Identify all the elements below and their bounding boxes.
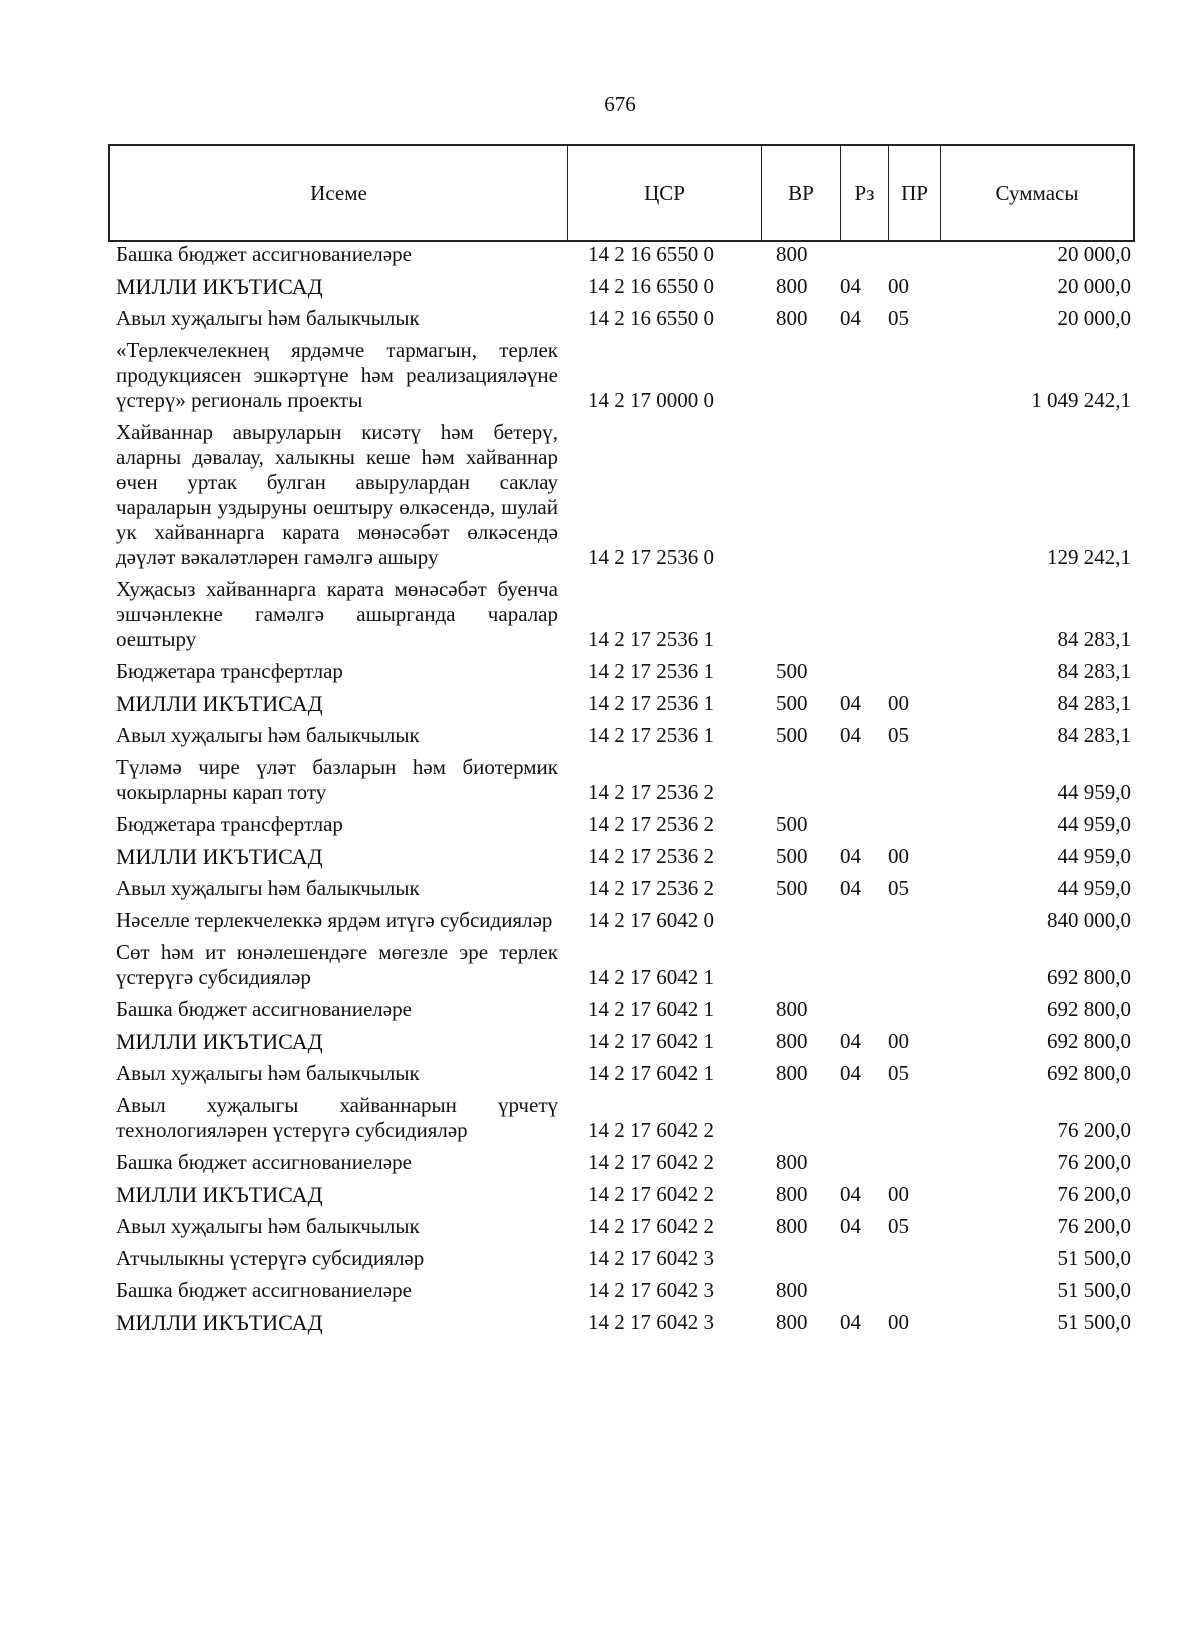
row-pr: 00: [888, 1182, 909, 1206]
row-name: Авыл хуҗалыгы хайваннарын үрчетү технологияләрен үстерүгә субсидияләр: [116, 1093, 558, 1142]
row-sum: 84 283,1: [1057, 659, 1131, 683]
row-pr: 05: [888, 723, 909, 747]
row-name: Авыл хуҗалыгы һәм балыкчылык: [116, 876, 420, 900]
row-name: Бюджетара трансфертлар: [116, 659, 343, 683]
row-pr: 00: [888, 1029, 909, 1053]
row-name: МИЛЛИ ИКЪТИСАД: [116, 1310, 323, 1335]
row-rz: 04: [840, 844, 861, 868]
row-pr: 00: [888, 691, 909, 715]
row-sum: 76 200,0: [1057, 1150, 1131, 1174]
row-sum: 44 959,0: [1057, 844, 1131, 868]
header-sum: Суммасы: [995, 180, 1079, 205]
row-name: МИЛЛИ ИКЪТИСАД: [116, 691, 323, 716]
row-csr: 14 2 17 6042 1: [588, 1061, 714, 1085]
row-name: Авыл хуҗалыгы һәм балыкчылык: [116, 723, 420, 747]
row-sum: 51 500,0: [1057, 1310, 1131, 1334]
row-csr: 14 2 17 6042 3: [588, 1310, 714, 1334]
row-csr: 14 2 17 6042 2: [588, 1150, 714, 1174]
row-csr: 14 2 17 6042 1: [588, 997, 714, 1021]
table-row: [116, 1150, 1131, 1182]
row-csr: 14 2 17 2536 2: [588, 876, 714, 900]
table-body: [116, 242, 1131, 1342]
row-pr: 00: [888, 844, 909, 868]
row-csr: 14 2 17 6042 0: [588, 908, 714, 932]
table-row: [116, 844, 1131, 876]
table-row: [116, 1246, 1131, 1278]
row-pr: 00: [888, 1310, 909, 1334]
row-csr: 14 2 17 0000 0: [588, 388, 714, 412]
row-csr: 14 2 17 2536 1: [588, 627, 714, 651]
row-rz: 04: [840, 1214, 861, 1238]
row-pr: 05: [888, 876, 909, 900]
row-vr: 800: [776, 306, 808, 330]
row-pr: 05: [888, 1061, 909, 1085]
table-row: [116, 876, 1131, 908]
header-name: Исеме: [110, 146, 568, 240]
row-rz: 04: [840, 691, 861, 715]
row-csr: 14 2 17 2536 2: [588, 844, 714, 868]
table-row: [116, 242, 1131, 274]
row-name: Авыл хуҗалыгы һәм балыкчылык: [116, 306, 420, 330]
row-sum: 84 283,1: [1057, 723, 1131, 747]
row-vr: 800: [776, 1310, 808, 1334]
row-rz: 04: [840, 274, 861, 298]
row-rz: 04: [840, 1029, 861, 1053]
row-sum: 692 800,0: [1047, 1061, 1131, 1085]
row-sum: 20 000,0: [1057, 306, 1131, 330]
table-row: [116, 420, 1131, 577]
row-csr: 14 2 17 6042 3: [588, 1278, 714, 1302]
row-vr: 800: [776, 1061, 808, 1085]
row-vr: 500: [776, 812, 808, 836]
row-name: МИЛЛИ ИКЪТИСАД: [116, 274, 323, 299]
table-row: [116, 338, 1131, 420]
row-rz: 04: [840, 876, 861, 900]
row-pr: 05: [888, 1214, 909, 1238]
row-name: «Терлекчелекнең ярдәмче тармагын, терлек продукциясен эшкәртүне һәм реализацияләүне үстерү» региональ проекты: [116, 338, 558, 412]
row-csr: 14 2 16 6550 0: [588, 274, 714, 298]
row-csr: 14 2 17 6042 2: [588, 1118, 714, 1142]
row-csr: 14 2 17 2536 2: [588, 780, 714, 804]
header-pr: ПР: [889, 146, 941, 240]
row-sum: 76 200,0: [1057, 1118, 1131, 1142]
table-row: [116, 306, 1131, 338]
row-name: Нәселле терлекчелеккә ярдәм итүгә субсидияләр: [116, 908, 553, 932]
row-rz: 04: [840, 723, 861, 747]
row-name: Башка бюджет ассигнованиеләре: [116, 997, 412, 1021]
row-vr: 500: [776, 844, 808, 868]
row-csr: 14 2 17 6042 1: [588, 1029, 714, 1053]
row-vr: 800: [776, 1278, 808, 1302]
row-vr: 800: [776, 997, 808, 1021]
row-csr: 14 2 17 2536 2: [588, 812, 714, 836]
row-name: Авыл хуҗалыгы һәм балыкчылык: [116, 1214, 420, 1238]
row-vr: 800: [776, 1029, 808, 1053]
row-sum: 129 242,1: [1047, 545, 1131, 569]
table-row: [116, 940, 1131, 997]
table-row: [116, 812, 1131, 844]
row-name: Башка бюджет ассигнованиеләре: [116, 1278, 412, 1302]
table-row: [116, 1093, 1131, 1150]
row-vr: 500: [776, 691, 808, 715]
header-vr: ВР: [762, 146, 841, 240]
row-pr: 00: [888, 274, 909, 298]
row-name: Бюджетара трансфертлар: [116, 812, 343, 836]
page-number: 676: [604, 92, 636, 116]
row-vr: 500: [776, 876, 808, 900]
row-rz: 04: [840, 1061, 861, 1085]
table-row: [116, 659, 1131, 691]
row-name: МИЛЛИ ИКЪТИСАД: [116, 1182, 323, 1207]
table-row: [116, 1029, 1131, 1061]
row-sum: 840 000,0: [1047, 908, 1131, 932]
table-row: [116, 723, 1131, 755]
row-sum: 692 800,0: [1047, 1029, 1131, 1053]
row-sum: 51 500,0: [1057, 1278, 1131, 1302]
row-rz: 04: [840, 306, 861, 330]
row-name: Хуҗасыз хайваннарга карата мөнәсәбәт буенча эшчәнлекне гамәлгә ашырганда чаралар оештыру: [116, 577, 558, 651]
row-csr: 14 2 16 6550 0: [588, 242, 714, 266]
row-name: МИЛЛИ ИКЪТИСАД: [116, 1029, 323, 1054]
row-sum: 692 800,0: [1047, 965, 1131, 989]
row-rz: 04: [840, 1310, 861, 1334]
table-row: [116, 1310, 1131, 1342]
row-sum: 84 283,1: [1057, 627, 1131, 651]
row-vr: 500: [776, 659, 808, 683]
row-sum: 44 959,0: [1057, 812, 1131, 836]
row-csr: 14 2 17 2536 0: [588, 545, 714, 569]
row-vr: 800: [776, 242, 808, 266]
row-sum: 76 200,0: [1057, 1182, 1131, 1206]
row-sum: 692 800,0: [1047, 997, 1131, 1021]
row-vr: 800: [776, 1150, 808, 1174]
table-row: [116, 1061, 1131, 1093]
table-row: [116, 908, 1131, 940]
header-rz: Рз: [841, 146, 889, 240]
table-row: [116, 755, 1131, 812]
row-csr: 14 2 17 6042 2: [588, 1214, 714, 1238]
row-sum: 51 500,0: [1057, 1246, 1131, 1270]
row-name: Башка бюджет ассигнованиеләре: [116, 242, 412, 266]
row-name: Атчылыкны үстерүгә субсидияләр: [116, 1246, 425, 1270]
row-name: Авыл хуҗалыгы һәм балыкчылык: [116, 1061, 420, 1085]
row-sum: 44 959,0: [1057, 780, 1131, 804]
row-csr: 14 2 16 6550 0: [588, 306, 714, 330]
row-csr: 14 2 17 6042 2: [588, 1182, 714, 1206]
row-sum: 20 000,0: [1057, 242, 1131, 266]
table-row: [116, 1214, 1131, 1246]
row-name: Хайваннар авыруларын кисәтү һәм бетерү, аларны дәвалау, халыкны кеше һәм хайваннар өчен уртак булган авырулардан саклау чараларын уздыруны оештыру өлкәсендә, шулай ук хайваннарга карата мөнәсәбәт өлкәсендә дәүләт вәкаләтләрен гамәлгә ашыру: [116, 420, 558, 569]
row-csr: 14 2 17 6042 1: [588, 965, 714, 989]
table-row: [116, 997, 1131, 1029]
row-csr: 14 2 17 2536 1: [588, 723, 714, 747]
row-name: Түләмә чире үләт базларын һәм биотермик чокырларны карап тоту: [116, 755, 558, 804]
row-csr: 14 2 17 6042 3: [588, 1246, 714, 1270]
table-row: [116, 274, 1131, 306]
row-csr: 14 2 17 2536 1: [588, 659, 714, 683]
row-name: МИЛЛИ ИКЪТИСАД: [116, 844, 323, 869]
row-vr: 500: [776, 723, 808, 747]
row-sum: 1 049 242,1: [1031, 388, 1131, 412]
row-pr: 05: [888, 306, 909, 330]
row-sum: 84 283,1: [1057, 691, 1131, 715]
table-row: [116, 577, 1131, 659]
row-vr: 800: [776, 274, 808, 298]
row-sum: 44 959,0: [1057, 876, 1131, 900]
row-name: Сөт һәм ит юнәлешендәге мөгезле эре терлек үстерүгә субсидияләр: [116, 940, 558, 989]
row-sum: 76 200,0: [1057, 1214, 1131, 1238]
row-name: Башка бюджет ассигнованиеләре: [116, 1150, 412, 1174]
row-csr: 14 2 17 2536 1: [588, 691, 714, 715]
table-header: [108, 144, 1135, 242]
table-row: [116, 1182, 1131, 1214]
row-sum: 20 000,0: [1057, 274, 1131, 298]
table-row: [116, 691, 1131, 723]
row-rz: 04: [840, 1182, 861, 1206]
header-csr: ЦСР: [568, 146, 762, 240]
row-vr: 800: [776, 1182, 808, 1206]
table-row: [116, 1278, 1131, 1310]
row-vr: 800: [776, 1214, 808, 1238]
